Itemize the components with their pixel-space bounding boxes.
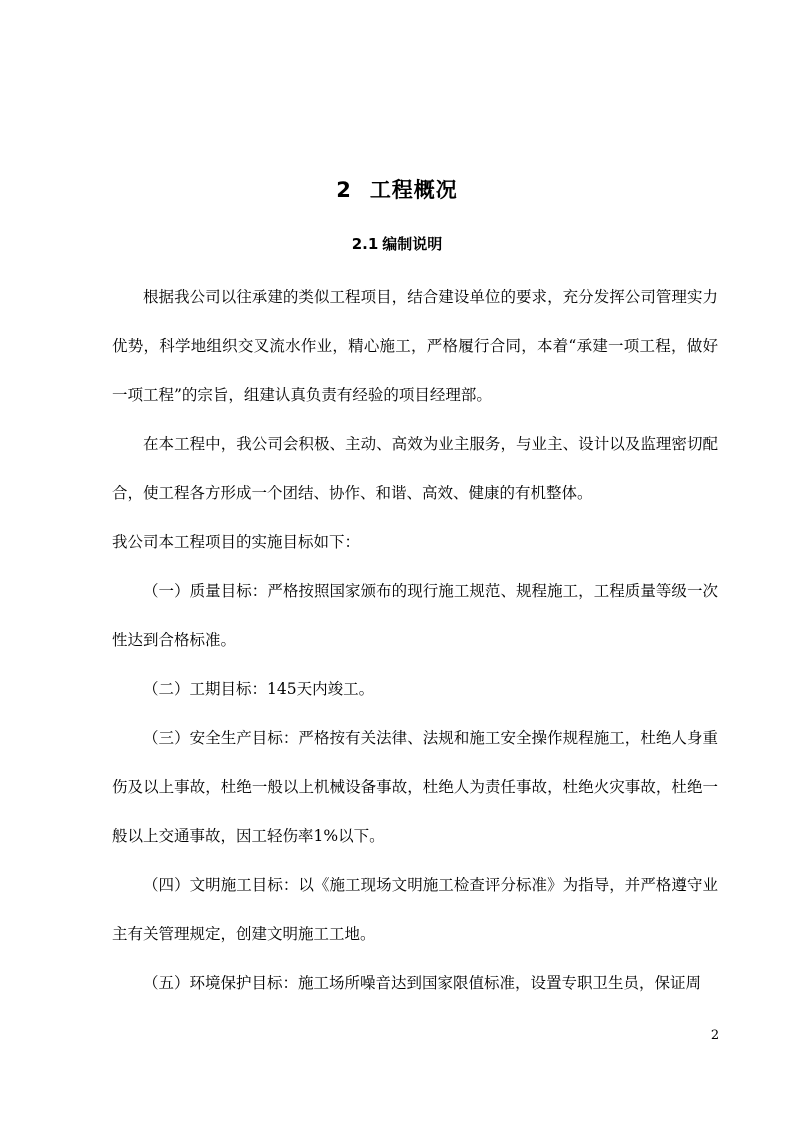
- chapter-number: 2: [336, 178, 352, 202]
- paragraph-intro: 根据我公司以往承建的类似工程项目，结合建设单位的要求，充分发挥公司管理实力优势，科学地组织交叉流水作业，精心施工，严格履行合同，本着“承建一项工程，做好一项工程”的宗旨，组建认真负责有经验的项目经理部。: [112, 288, 718, 404]
- paragraph-civilized-construction-goal: （四）文明施工目标：以《施工现场文明施工检查评分标准》为指导，并严格遵守业主有关管理规定，创建文明施工工地。: [112, 876, 718, 943]
- chapter-heading: [0, 176, 794, 204]
- paragraph-service: 在本工程中，我公司会积极、主动、高效为业主服务，与业主、设计以及监理密切配合，使工程各方形成一个团结、协作、和谐、高效、健康的有机整体。: [112, 435, 718, 502]
- section-title: 编制说明: [382, 235, 443, 253]
- section-number: 2.1: [351, 235, 379, 253]
- paragraph-safety-goal: （三）安全生产目标：严格按有关法律、法规和施工安全操作规程施工，杜绝人身重伤及以上事故，杜绝一般以上机械设备事故，杜绝人为责任事故，杜绝火灾事故，杜绝一般以上交通事故，因工轻伤率1%以下。: [112, 729, 718, 845]
- chapter-title: 工程概况: [369, 178, 458, 202]
- paragraph-schedule-goal: （二）工期目标：145天内竣工。: [143, 680, 375, 698]
- paragraph-quality-goal: （一）质量目标：严格按照国家颁布的现行施工规范、规程施工，工程质量等级一次性达到合格标准。: [112, 582, 718, 649]
- paragraph-goals-intro: 我公司本工程项目的实施目标如下：: [112, 533, 361, 551]
- section-heading: [0, 233, 794, 255]
- body-text: [112, 273, 718, 1008]
- paragraph-environment-goal: （五）环境保护目标：施工场所噪音达到国家限值标准，设置专职卫生员，保证周: [143, 974, 702, 992]
- page-number: 2: [710, 1028, 720, 1043]
